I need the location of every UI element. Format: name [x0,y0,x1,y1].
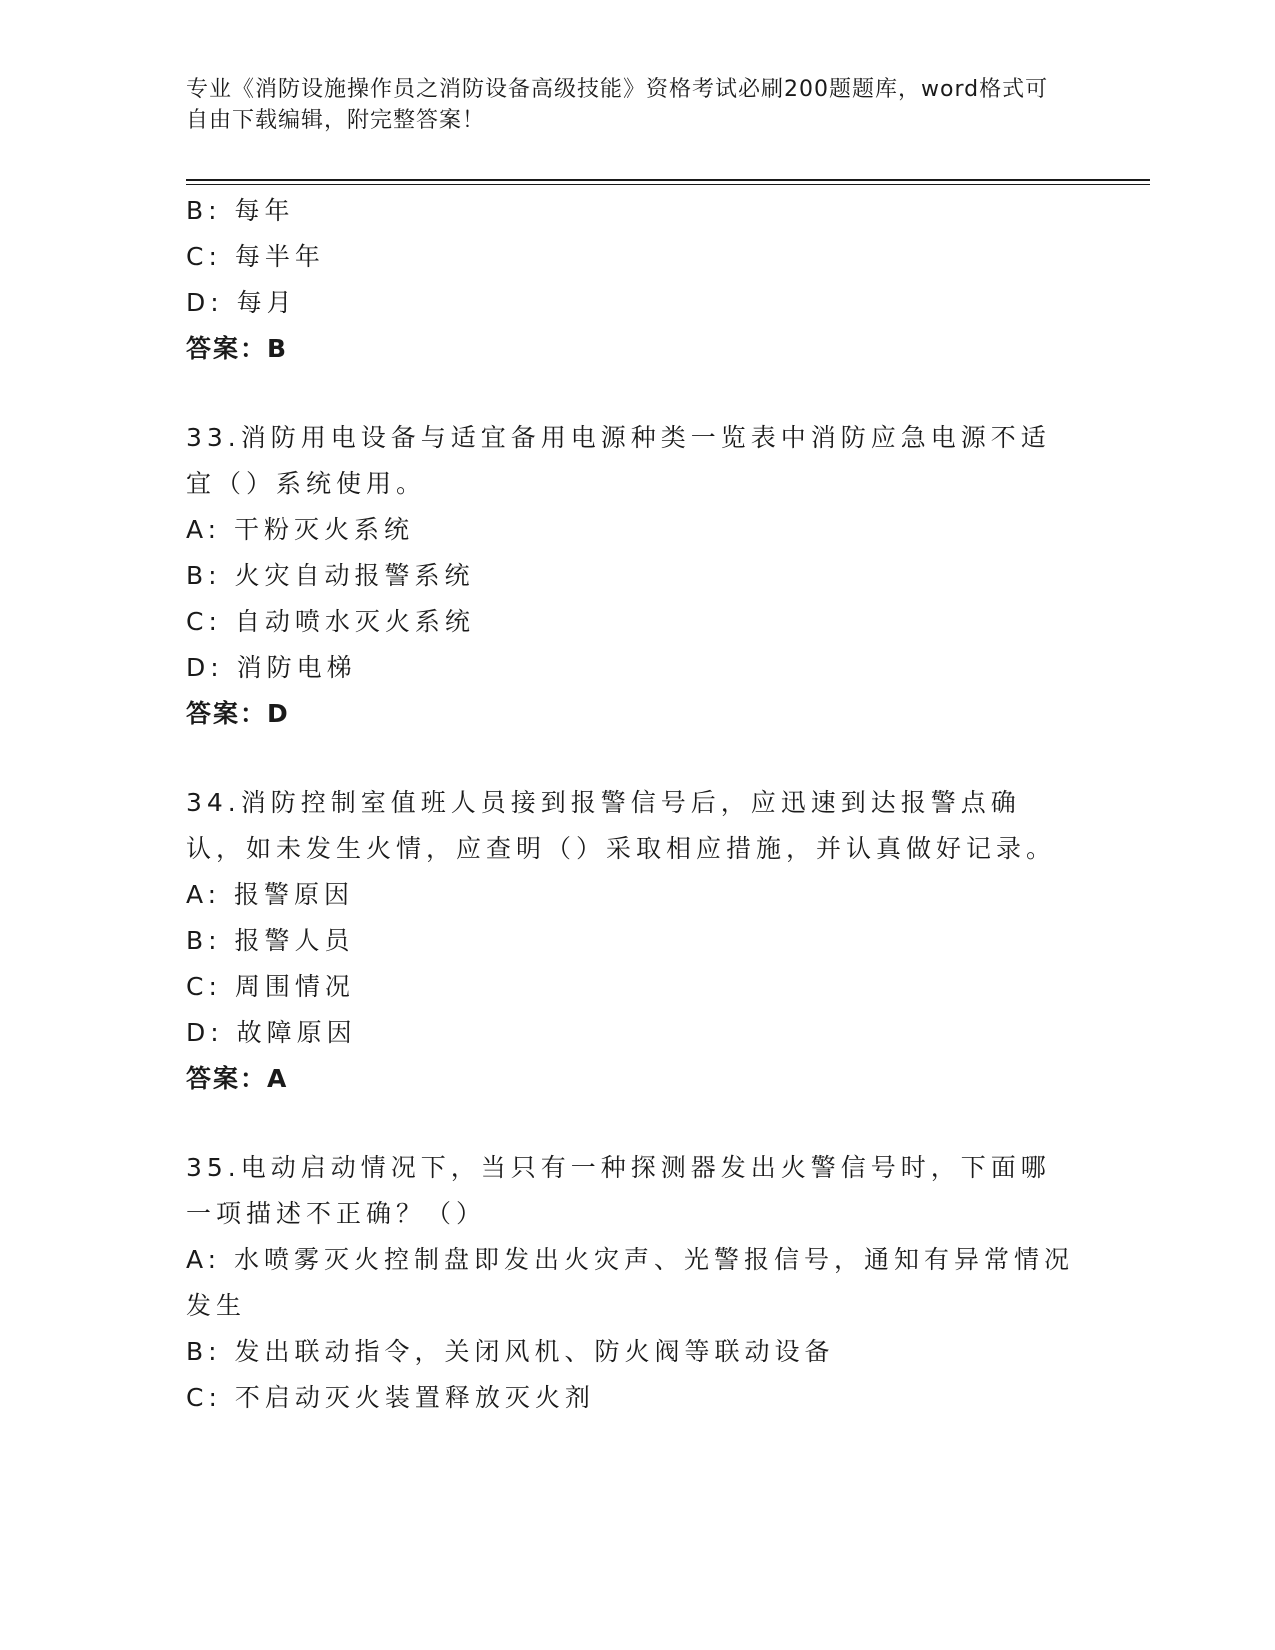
option-d: D: 消防电梯 [186,653,357,682]
option-c: C: 每半年 [186,242,325,271]
option-b: B: 火灾自动报警系统 [186,561,475,590]
answer: 答案：A [186,1064,289,1093]
option-b: B: 发出联动指令，关闭风机、防火阀等联动设备 [186,1337,835,1366]
option-a: A: 水喷雾灭火控制盘即发出火灾声、光警报信号，通知有异常情况发生 [186,1245,1075,1320]
question-34 [186,780,1076,1102]
spacer [186,1102,1076,1145]
header-rule-thin [186,184,1150,185]
option-a: A: 干粉灭火系统 [186,515,415,544]
question-text: 34.消防控制室值班人员接到报警信号后，应迅速到达报警点确认，如未发生火情，应查明（）采取相应措施，并认真做好记录。 [186,788,1057,863]
option-c: C: 周围情况 [186,972,355,1001]
option-b: B: 报警人员 [186,926,355,955]
option-b: B: 每年 [186,196,295,225]
answer: 答案：B [186,334,289,363]
option-d: D: 故障原因 [186,1018,357,1047]
option-c: C: 不启动灭火装置释放灭火剂 [186,1383,595,1412]
answer: 答案：D [186,699,290,728]
spacer [186,737,1076,780]
question-33 [186,415,1076,737]
question-text: 35.电动启动情况下，当只有一种探测器发出火警信号时，下面哪一项描述不正确？（） [186,1153,1051,1228]
document-header: 专业《消防设施操作员之消防设备高级技能》资格考试必刷200题题库，word格式可自由下载编辑，附完整答案！ [186,77,1049,133]
spacer [186,372,1076,415]
option-d: D: 每月 [186,288,297,317]
question-text: 33.消防用电设备与适宜备用电源种类一览表中消防应急电源不适宜（）系统使用。 [186,423,1051,498]
option-c: C: 自动喷水灭火系统 [186,607,475,636]
option-a: A: 报警原因 [186,880,355,909]
question-list [186,188,1076,1421]
header-rule-thick [186,179,1150,181]
prev-question [186,188,1076,372]
question-35 [186,1145,1076,1421]
